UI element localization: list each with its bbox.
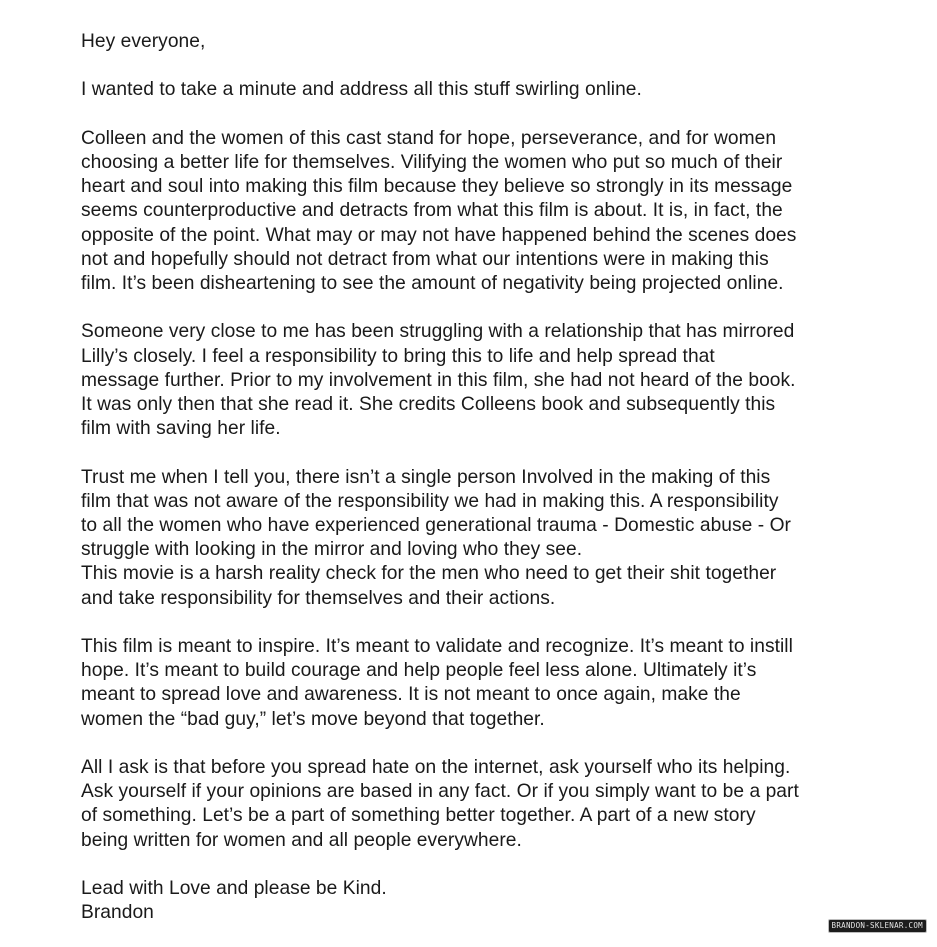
letter-body [81,30,911,925]
closing-line [81,877,911,925]
paragraph-request: All I ask is that before you spread hate on the internet, ask yourself who its helping. Ask yourself if your opinions are based in any fact. Or if you simply want to be a part of something. Let’s be a part of something better together. A part of a new story being written for women and all people everywhere. [81,757,799,851]
paragraph-personal: Someone very close to me has been struggling with a relationship that has mirrored Lilly’s closely. I feel a responsibility to bring this to life and help spread that message further. Prior to my involvement in this film, she had not heard of the book. It was only then that she read it. She credits Colleens book and subsequently this film with saving her life. [81,321,796,440]
site-watermark: BRANDON-SKLENAR.COM [828,919,928,933]
paragraph-intro: I wanted to take a minute and address all this stuff swirling online. [81,79,642,101]
greeting: Hey everyone, [81,31,206,52]
signature: Brandon [81,902,154,924]
closing-text: Lead with Love and please be Kind. [81,878,387,899]
paragraph-cast: Colleen and the women of this cast stand for hope, perseverance, and for women choosing a better life for themselves. Vilifying the women who put so much of their heart and soul into making this film because they believe so strongly in its message seems counterproductive and detracts from what this film is about. It is, in fact, the opposite of the point. What may or may not have happened behind the scenes does not and hopefully should not detract from what our intentions were in making this film. It’s been disheartening to see the amount of negativity being projected online. [81,127,797,294]
paragraph-responsibility: Trust me when I tell you, there isn’t a single person Involved in the making of this film that was not aware of the responsibility we had in making this. A responsibility to all the women who have experienced generational trauma - Domestic abuse - Or struggle with looking in the mirror and loving who they see. This movie is a harsh reality check for the men who need to get their shit together and take responsibility for themselves and their actions. [81,466,791,609]
paragraph-purpose: This film is meant to inspire. It’s meant to validate and recognize. It’s meant to instill hope. It’s meant to build courage and help people feel less alone. Ultimately it’s meant to spread love and awareness. It is not meant to once again, make the women the “bad guy,” let’s move beyond that together. [81,636,793,730]
